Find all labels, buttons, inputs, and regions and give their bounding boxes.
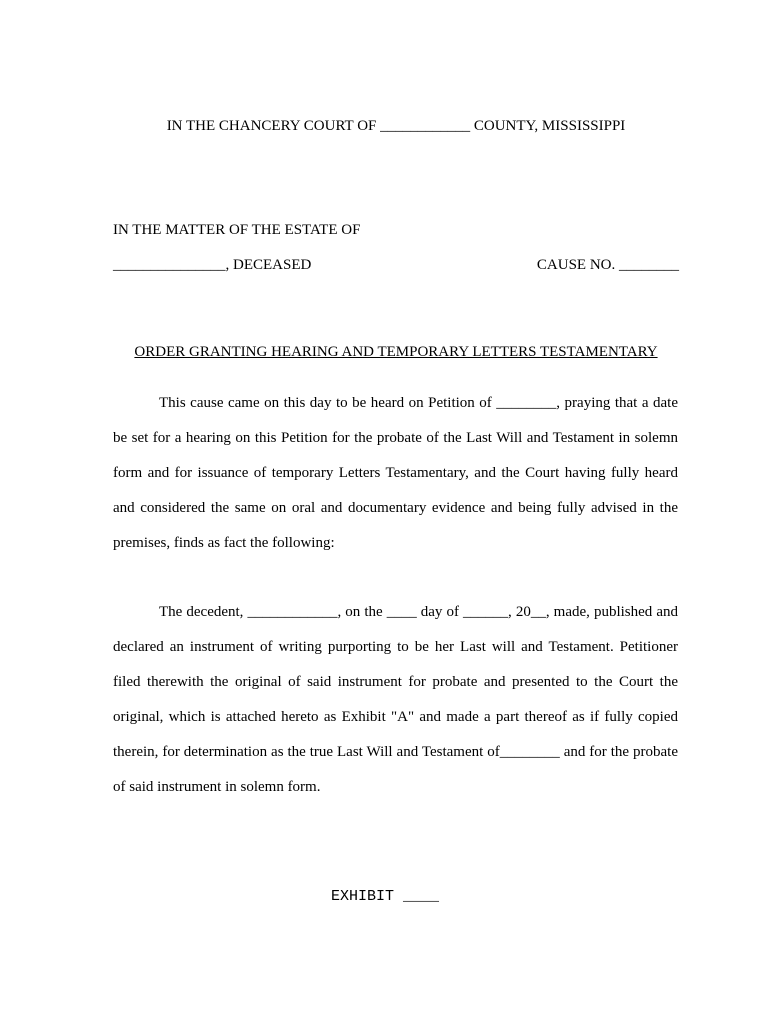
court-heading: IN THE CHANCERY COURT OF ____________ COUNTY, MISSISSIPPI	[166, 118, 626, 134]
exhibit-label: EXHIBIT ____	[330, 888, 440, 905]
cause-number: CAUSE NO. ________	[536, 257, 679, 273]
findings-paragraph: This cause came on this day to be heard on Petition of ________, praying that a date be set for a hearing on this Petition for the probate of the Last Will and Testament in solemn form and for issuance of temporary Letters Testamentary, and the Court having fully heard and considered the same on oral and documentary evidence and being fully advised in the premises, finds as fact the following:	[113, 395, 678, 551]
estate-label: IN THE MATTER OF THE ESTATE OF	[113, 222, 361, 238]
order-title: ORDER GRANTING HEARING AND TEMPORARY LETTERS TESTAMENTARY	[134, 344, 658, 360]
decedent-paragraph: The decedent, ____________, on the ____ day of ______, 20__, made, published and declared an instrument of writing purporting to be her Last will and Testament. Petitioner filed therewith the original of said instrument for probate and presented to the Court the original, which is attached hereto as Exhibit "A" and made a part thereof as if fully copied therein, for determination as the true Last Will and Testament of________ and for the probate of said instrument in solemn form.	[113, 604, 678, 795]
deceased-line: _______________, DECEASED	[113, 257, 312, 273]
